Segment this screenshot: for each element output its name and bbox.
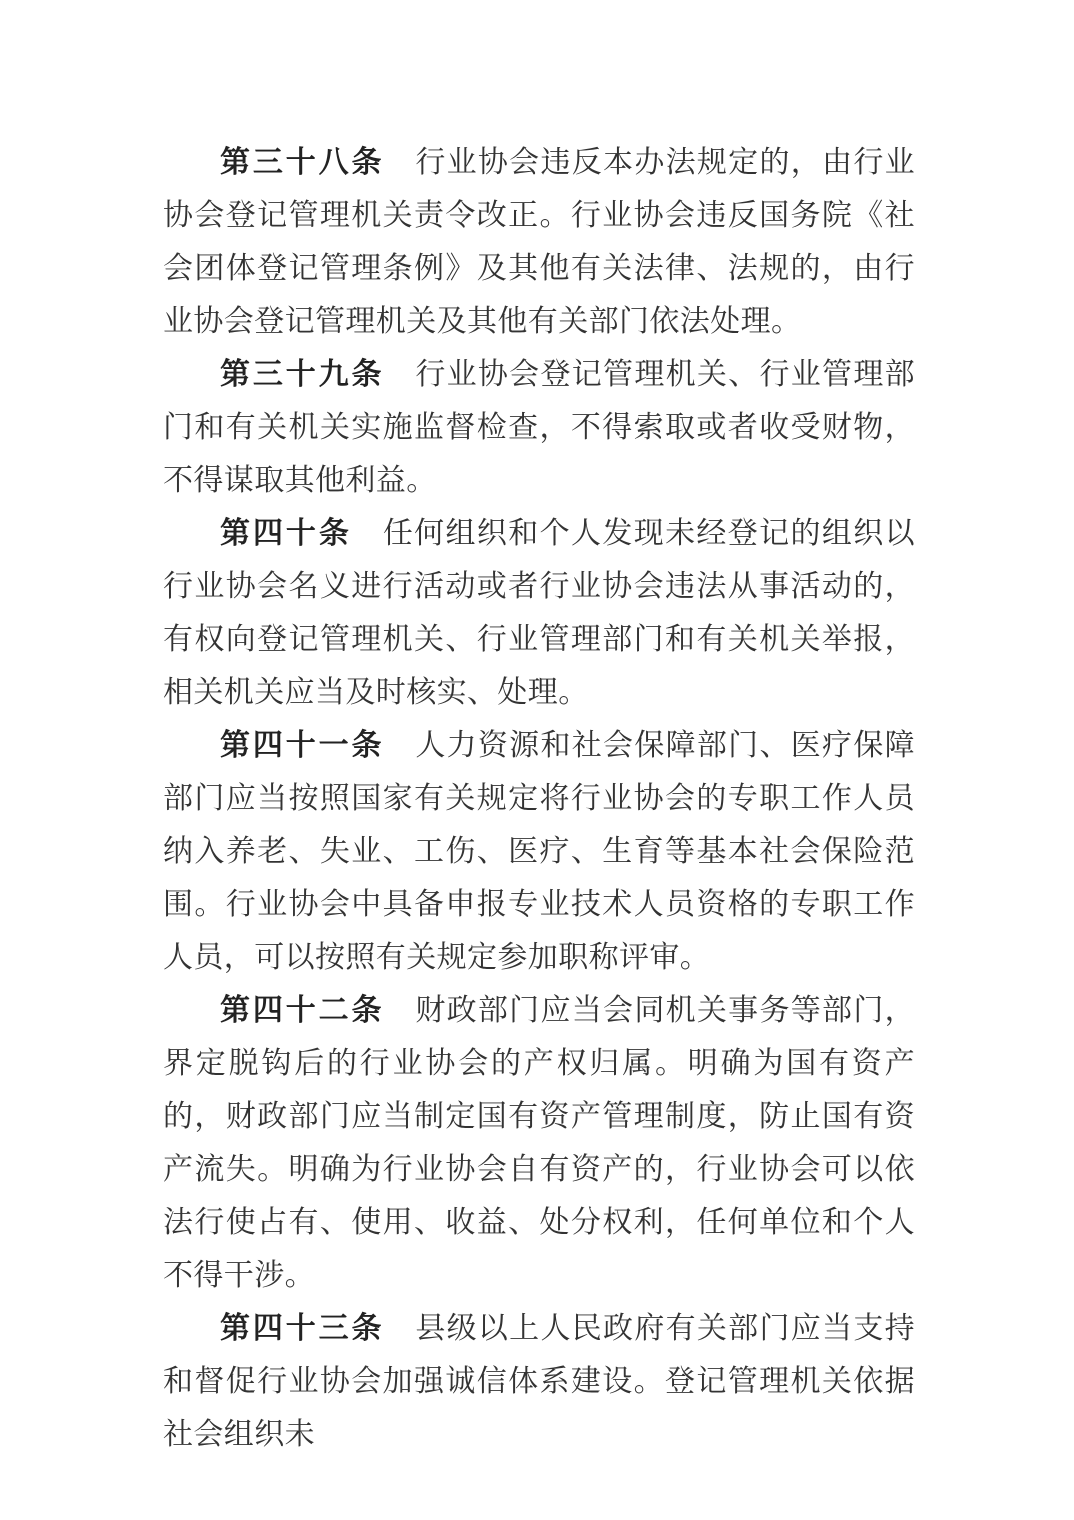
- article-text: 任何组织和个人发现未经登记的组织以行业协会名义进行活动或者行业协会违法从事活动的，有权向登记管理机关、行业管理部门和有关机关举报，相关机关应当及时核实、处理。: [163, 516, 916, 710]
- article-38: [163, 136, 915, 348]
- article-40: [163, 507, 915, 719]
- article-title: 第三十八条: [220, 145, 385, 180]
- article-41: [163, 719, 915, 984]
- article-42: [163, 984, 915, 1302]
- article-text: 人力资源和社会保障部门、医疗保障部门应当按照国家有关规定将行业协会的专职工作人员纳入养老、失业、工伤、医疗、生育等基本社会保险范围。行业协会中具备申报专业技术人员资格的专职工作人员，可以按照有关规定参加职称评审。: [163, 728, 916, 975]
- article-text: 行业协会登记管理机关、行业管理部门和有关机关实施监督检查，不得索取或者收受财物，不得谋取其他利益。: [163, 357, 916, 498]
- article-text: 财政部门应当会同机关事务等部门，界定脱钩后的行业协会的产权归属。明确为国有资产的，财政部门应当制定国有资产管理制度，防止国有资产流失。明确为行业协会自有资产的，行业协会可以依法行使占有、使用、收益、处分权利，任何单位和个人不得干涉。: [163, 993, 916, 1293]
- article-39: [163, 348, 915, 507]
- article-43: [163, 1302, 915, 1461]
- article-title: 第四十条: [220, 516, 352, 551]
- article-title: 第四十一条: [220, 728, 385, 763]
- article-text: 行业协会违反本办法规定的，由行业协会登记管理机关责令改正。行业协会违反国务院《社会团体登记管理条例》及其他有关法律、法规的，由行业协会登记管理机关及其他有关部门依法处理。: [163, 145, 916, 339]
- article-title: 第四十二条: [220, 993, 385, 1028]
- article-title: 第四十三条: [220, 1311, 385, 1346]
- document-body: [163, 136, 915, 1461]
- article-text: 县级以上人民政府有关部门应当支持和督促行业协会加强诚信体系建设。登记管理机关依据社会组织未: [163, 1311, 916, 1452]
- article-title: 第三十九条: [220, 357, 385, 392]
